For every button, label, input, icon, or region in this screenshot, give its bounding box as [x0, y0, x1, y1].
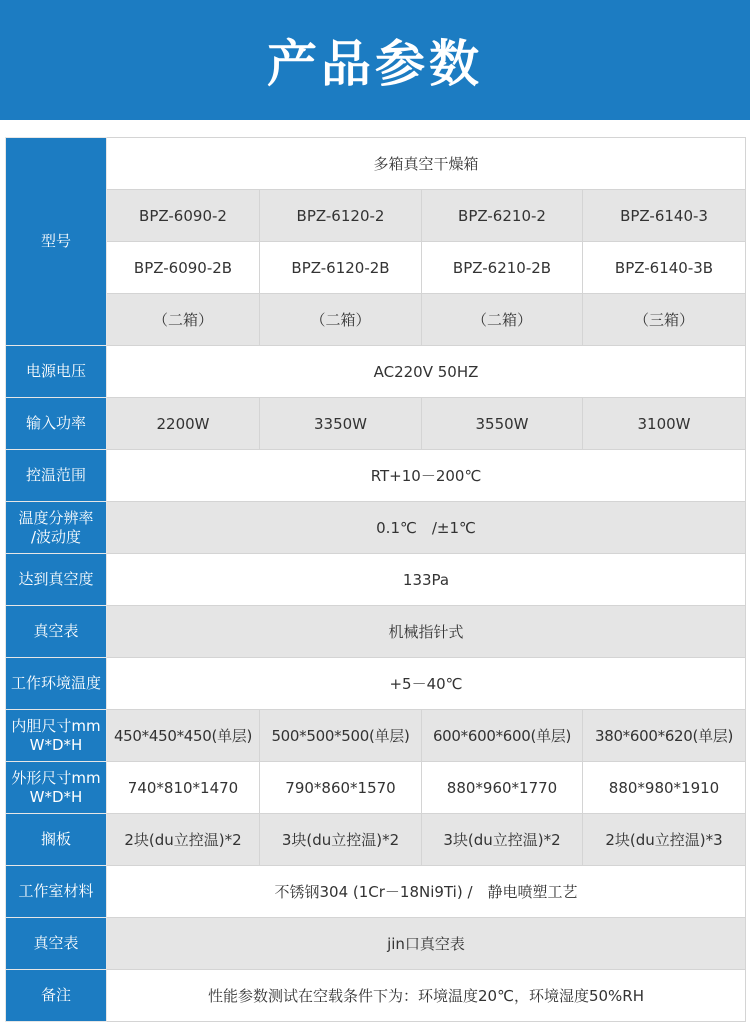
- table-row: [6, 242, 746, 294]
- table-row: [6, 138, 746, 190]
- table-cell: （二箱）: [422, 294, 583, 346]
- table-cell: jin口真空表: [107, 918, 746, 970]
- table-row: [6, 190, 746, 242]
- table-cell: 500*500*500(单层): [260, 710, 422, 762]
- table-cell: 0.1℃ /±1℃: [107, 502, 746, 554]
- table-cell: 性能参数测试在空载条件下为：环境温度20℃，环境湿度50%RH: [107, 970, 746, 1022]
- table-cell: （二箱）: [107, 294, 260, 346]
- table-row: [6, 554, 746, 606]
- row-label: 电源电压: [6, 346, 107, 398]
- spec-table: [5, 137, 746, 1022]
- table-row: [6, 658, 746, 710]
- table-cell: 450*450*450(单层): [107, 710, 260, 762]
- table-cell: 133Pa: [107, 554, 746, 606]
- row-label-line: 温度分辨率: [18, 508, 94, 527]
- table-cell: +5－40℃: [107, 658, 746, 710]
- table-cell: 3块(du立控温)*2: [260, 814, 422, 866]
- table-cell: （三箱）: [583, 294, 746, 346]
- table-cell: 2200W: [107, 398, 260, 450]
- table-cell: AC220V 50HZ: [107, 346, 746, 398]
- row-label: 输入功率: [6, 398, 107, 450]
- row-label: 达到真空度: [6, 554, 107, 606]
- table-cell: RT+10－200℃: [107, 450, 746, 502]
- row-label-line: 外形尺寸mm: [11, 768, 101, 787]
- table-row: [6, 346, 746, 398]
- table-cell: BPZ-6210-2B: [422, 242, 583, 294]
- row-label: 真空表: [6, 918, 107, 970]
- page-title: 产品参数: [267, 35, 483, 93]
- row-label-line: W*D*H: [29, 735, 83, 754]
- row-label: [6, 502, 107, 554]
- table-cell: 不锈钢304 (1Cr－18Ni9Ti) / 静电喷塑工艺: [107, 866, 746, 918]
- table-cell: 790*860*1570: [260, 762, 422, 814]
- row-label-line: 内胆尺寸mm: [11, 716, 101, 735]
- table-cell: （二箱）: [260, 294, 422, 346]
- row-label: 真空表: [6, 606, 107, 658]
- table-cell: 2块(du立控温)*2: [107, 814, 260, 866]
- table-cell: 2块(du立控温)*3: [583, 814, 746, 866]
- row-label: 型号: [6, 138, 107, 346]
- row-label: 搁板: [6, 814, 107, 866]
- table-cell: 600*600*600(单层): [422, 710, 583, 762]
- table-cell: 3100W: [583, 398, 746, 450]
- row-label-line: /波动度: [30, 527, 82, 546]
- table-cell: BPZ-6120-2B: [260, 242, 422, 294]
- product-name: 多箱真空干燥箱: [107, 138, 746, 190]
- table-cell: BPZ-6090-2: [107, 190, 260, 242]
- table-row: [6, 710, 746, 762]
- row-label: 工作室材料: [6, 866, 107, 918]
- row-label: [6, 710, 107, 762]
- table-row: [6, 814, 746, 866]
- header-banner: [0, 0, 750, 120]
- table-cell: 380*600*620(单层): [583, 710, 746, 762]
- table-row: [6, 762, 746, 814]
- table-row: [6, 918, 746, 970]
- table-row: [6, 294, 746, 346]
- table-row: [6, 398, 746, 450]
- table-cell: BPZ-6140-3B: [583, 242, 746, 294]
- row-label: 备注: [6, 970, 107, 1022]
- table-row: [6, 606, 746, 658]
- table-cell: 740*810*1470: [107, 762, 260, 814]
- table-cell: 3块(du立控温)*2: [422, 814, 583, 866]
- table-cell: BPZ-6140-3: [583, 190, 746, 242]
- table-row: [6, 970, 746, 1022]
- table-cell: 3350W: [260, 398, 422, 450]
- row-label: 控温范围: [6, 450, 107, 502]
- table-cell: 880*960*1770: [422, 762, 583, 814]
- row-label: [6, 762, 107, 814]
- table-cell: BPZ-6210-2: [422, 190, 583, 242]
- table-row: [6, 502, 746, 554]
- table-cell: BPZ-6120-2: [260, 190, 422, 242]
- table-cell: 机械指针式: [107, 606, 746, 658]
- table-row: [6, 450, 746, 502]
- table-cell: 3550W: [422, 398, 583, 450]
- table-cell: BPZ-6090-2B: [107, 242, 260, 294]
- row-label: 工作环境温度: [6, 658, 107, 710]
- table-row: [6, 866, 746, 918]
- row-label-line: W*D*H: [29, 787, 83, 806]
- table-cell: 880*980*1910: [583, 762, 746, 814]
